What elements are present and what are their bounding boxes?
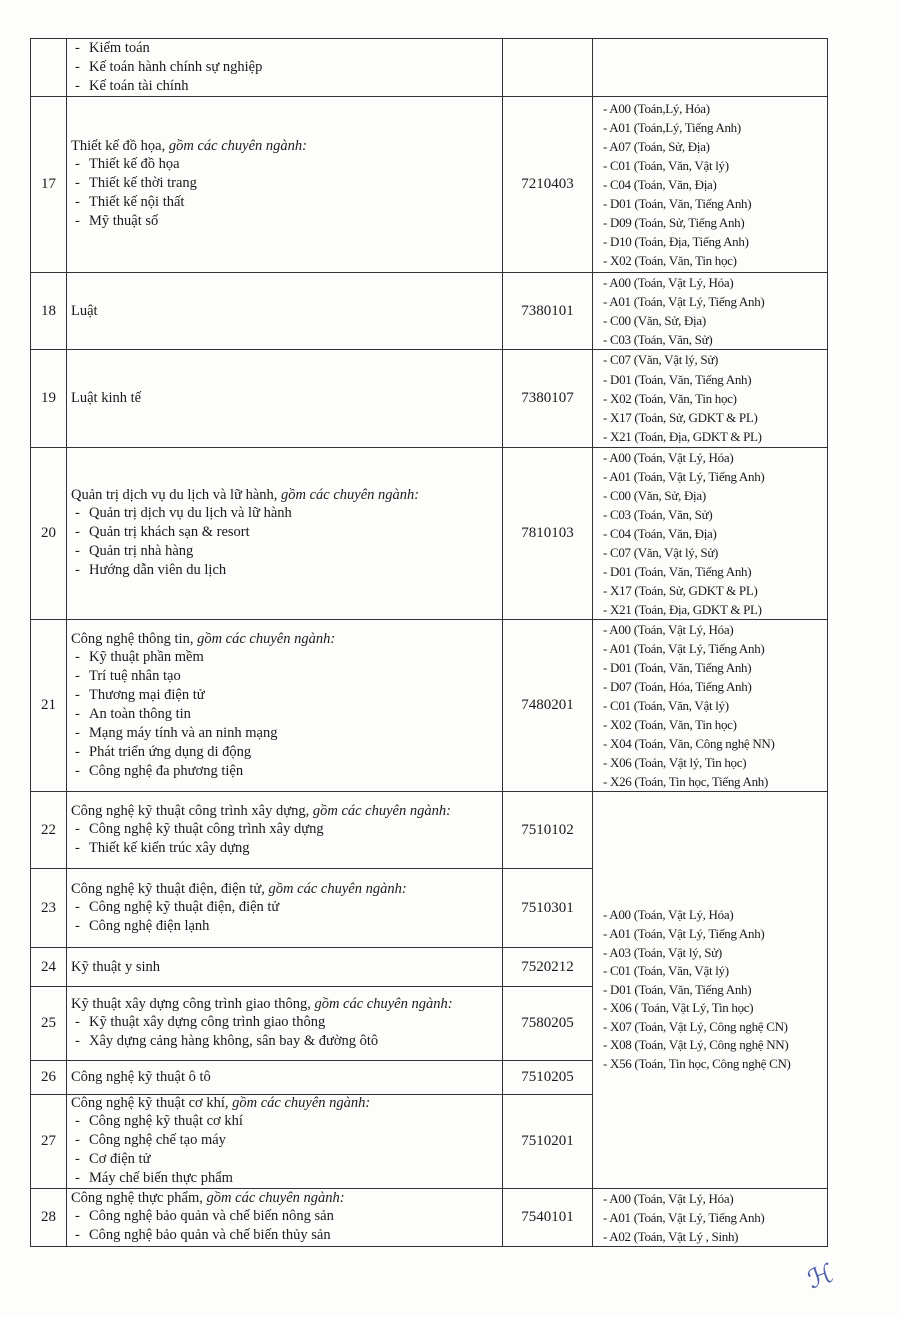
- subject-combination: - C00 (Văn, Sử, Địa): [603, 488, 706, 503]
- subject-combination: - X07 (Toán, Vật Lý, Công nghệ CN): [603, 1018, 788, 1034]
- specialization-item: - Cơ điện tử: [71, 1150, 498, 1169]
- subject-combination-list: [597, 350, 823, 446]
- specialization-item: - Kế toán hành chính sự nghiệp: [71, 58, 498, 77]
- subject-combination: - A00 (Toán, Vật Lý, Hóa): [603, 450, 734, 465]
- major-code: 7510102: [503, 792, 593, 869]
- specialization-item: - Công nghệ chế tạo máy: [71, 1131, 498, 1150]
- subject-combination: - A00 (Toán, Vật Lý, Hóa): [603, 275, 734, 290]
- subject-combination-list: [597, 906, 823, 1073]
- table-row: [31, 620, 828, 792]
- row-number: 22: [31, 792, 67, 869]
- subject-combination: - C07 (Văn, Vật lý, Sử): [603, 545, 719, 560]
- specialization-list: [71, 39, 498, 96]
- major-name-cell: [67, 350, 503, 448]
- major-title: [71, 390, 498, 407]
- major-name-cell: [67, 987, 503, 1061]
- table-row: [31, 1189, 828, 1247]
- subject-combination: - A01 (Toán, Vật Lý, Tiếng Anh): [603, 925, 765, 941]
- major-code: 7480201: [503, 620, 593, 792]
- subject-combination: - A01 (Toán, Vật Lý, Tiếng Anh): [603, 294, 765, 309]
- subject-combination: - A00 (Toán, Vật Lý, Hóa): [603, 907, 734, 923]
- specialization-item: - Máy chế biến thực phẩm: [71, 1169, 498, 1188]
- specialization-item: - Công nghệ kỹ thuật cơ khí: [71, 1112, 498, 1131]
- row-number: 19: [31, 350, 67, 448]
- row-number: 21: [31, 620, 67, 792]
- specialization-item: - Công nghệ bảo quản và chế biến thủy sản: [71, 1226, 498, 1245]
- subject-combination: - A03 (Toán, Vật lý, Sử): [603, 944, 722, 960]
- specialization-item: - Công nghệ đa phương tiện: [71, 762, 498, 781]
- subject-combination: - D01 (Toán, Văn, Tiếng Anh): [603, 981, 752, 997]
- specialization-item: - Quản trị khách sạn & resort: [71, 523, 498, 542]
- subject-combination: - X21 (Toán, Địa, GDKT & PL): [603, 429, 762, 445]
- subject-combination: - A07 (Toán, Sử, Địa): [603, 139, 710, 154]
- specialization-item: - Công nghệ kỹ thuật điện, điện tử: [71, 898, 498, 917]
- major-title-text: Công nghệ thực phẩm,: [71, 1190, 207, 1206]
- major-title: [71, 1190, 498, 1207]
- subject-combination: - A00 (Toán, Vật Lý, Hóa): [603, 1191, 734, 1206]
- subject-combination: - X02 (Toán, Văn, Tin học): [603, 253, 737, 268]
- subject-combination: - C00 (Văn, Sử, Địa): [603, 313, 706, 328]
- subject-combination: - D10 (Toán, Địa, Tiếng Anh): [603, 234, 749, 249]
- subject-combination: - D07 (Toán, Hóa, Tiếng Anh): [603, 679, 752, 694]
- subject-combination: - D01 (Toán, Văn, Tiếng Anh): [603, 371, 752, 387]
- major-code: [503, 39, 593, 97]
- major-name-cell: [67, 1189, 503, 1247]
- subject-combination: - A02 (Toán, Vật Lý , Sinh): [603, 1229, 739, 1244]
- specialization-item: - Thiết kế kiến trúc xây dựng: [71, 839, 498, 858]
- subject-combination: - C01 (Toán, Văn, Vật lý): [603, 158, 729, 173]
- major-title-suffix: gồm các chuyên ngành:: [312, 802, 451, 819]
- subject-combinations-cell: [593, 39, 828, 97]
- major-title-suffix: gồm các chuyên ngành:: [197, 630, 336, 647]
- row-number: [31, 39, 67, 97]
- subject-combinations-cell: [593, 1189, 828, 1247]
- major-title-suffix: gồm các chuyên ngành:: [281, 487, 420, 503]
- subject-combination: - C01 (Toán, Văn, Vật lý): [603, 698, 729, 713]
- specialization-item: - Phát triển ứng dụng di động: [71, 743, 498, 762]
- major-name-cell: [67, 869, 503, 948]
- subject-combination: - X26 (Toán, Tin học, Tiếng Anh): [603, 774, 769, 789]
- admission-table: [30, 38, 828, 1247]
- specialization-item: - Thiết kế nội thất: [71, 193, 498, 212]
- major-title-text: Kỹ thuật y sinh: [71, 958, 161, 975]
- specialization-item: - Công nghệ kỹ thuật công trình xây dựng: [71, 820, 498, 839]
- subject-combination: - C03 (Toán, Văn, Sử): [603, 332, 713, 347]
- subject-combination: - C04 (Toán, Văn, Địa): [603, 177, 717, 192]
- row-number: 24: [31, 948, 67, 987]
- subject-combination: - A01 (Toán, Vật Lý, Tiếng Anh): [603, 1210, 765, 1225]
- major-title: [71, 487, 498, 504]
- subject-combination: - D01 (Toán, Văn, Tiếng Anh): [603, 660, 752, 675]
- subject-combination-list: [597, 99, 823, 270]
- major-title: [71, 996, 498, 1013]
- subject-combination: - D09 (Toán, Sử, Tiếng Anh): [603, 215, 745, 230]
- major-title: [71, 1069, 498, 1086]
- major-title-text: Quản trị dịch vụ du lịch và lữ hành,: [71, 487, 282, 503]
- major-code: 7210403: [503, 97, 593, 273]
- major-code: 7540101: [503, 1189, 593, 1247]
- row-number: 17: [31, 97, 67, 273]
- major-name-cell: [67, 39, 503, 97]
- specialization-item: - Hướng dẫn viên du lịch: [71, 561, 498, 580]
- subject-combination: - X56 (Toán, Tin học, Công nghệ CN): [603, 1056, 791, 1072]
- major-code: 7520212: [503, 948, 593, 987]
- subject-combination: - C01 (Toán, Văn, Vật lý): [603, 963, 729, 979]
- row-number: 23: [31, 869, 67, 948]
- specialization-item: - Xây dựng cảng hàng không, sân bay & đường ôtô: [71, 1032, 498, 1051]
- table-row: [31, 792, 828, 869]
- major-title-text: Kỹ thuật xây dựng công trình giao thông,: [71, 996, 315, 1012]
- subject-combination: - X21 (Toán, Địa, GDKT & PL): [603, 602, 762, 617]
- specialization-list: [71, 504, 498, 580]
- subject-combination: - X06 (Toán, Vật lý, Tin học): [603, 755, 747, 770]
- subject-combination: - X17 (Toán, Sử, GDKT & PL): [603, 583, 758, 598]
- major-title: [71, 1095, 498, 1112]
- table-row: [31, 97, 828, 273]
- specialization-item: - Kế toán tài chính: [71, 77, 498, 96]
- major-title-text: Thiết kế đồ họa,: [71, 138, 169, 154]
- specialization-list: [71, 1112, 498, 1188]
- subject-combination: - D01 (Toán, Văn, Tiếng Anh): [603, 564, 752, 579]
- major-title: [71, 631, 498, 648]
- table-row: [31, 350, 828, 448]
- subject-combinations-cell: [593, 350, 828, 448]
- handwritten-initial-mark: ℋ: [803, 1258, 839, 1296]
- subject-combination: - X17 (Toán, Sử, GDKT & PL): [603, 410, 758, 426]
- specialization-item: - Công nghệ bảo quản và chế biến nông sản: [71, 1207, 498, 1226]
- subject-combination: - A01 (Toán,Lý, Tiếng Anh): [603, 120, 741, 135]
- major-title-suffix: gồm các chuyên ngành:: [268, 880, 407, 897]
- major-title-text: Luật kinh tế: [71, 390, 142, 406]
- subject-combination-list: [597, 1189, 823, 1246]
- specialization-list: [71, 648, 498, 781]
- row-number: 28: [31, 1189, 67, 1247]
- subject-combination: - X06 ( Toán, Vật Lý, Tin học): [603, 1000, 754, 1016]
- major-code: 7510205: [503, 1061, 593, 1095]
- subject-combination: - A01 (Toán, Vật Lý, Tiếng Anh): [603, 469, 765, 484]
- major-code: 7580205: [503, 987, 593, 1061]
- subject-combination: - X04 (Toán, Văn, Công nghệ NN): [603, 736, 775, 751]
- subject-combinations-cell: [593, 97, 828, 273]
- major-name-cell: [67, 792, 503, 869]
- major-title-text: Luật: [71, 302, 98, 319]
- specialization-list: [71, 1013, 498, 1051]
- subject-combination-list: [597, 620, 823, 791]
- shared-subject-combinations-cell: [593, 792, 828, 1189]
- specialization-item: - Thiết kế đồ họa: [71, 155, 498, 174]
- major-title-suffix: gồm các chuyên ngành:: [232, 1095, 371, 1111]
- subject-combination: - C03 (Toán, Văn, Sử): [603, 507, 713, 522]
- subject-combination-list: [597, 273, 823, 349]
- specialization-item: - An toàn thông tin: [71, 705, 498, 724]
- major-title: [71, 881, 498, 898]
- specialization-item: - Mỹ thuật số: [71, 212, 498, 231]
- specialization-item: - Công nghệ điện lạnh: [71, 917, 498, 936]
- subject-combination: - X02 (Toán, Văn, Tin học): [603, 717, 737, 732]
- subject-combination: - C04 (Toán, Văn, Địa): [603, 526, 717, 541]
- major-title: [71, 138, 498, 155]
- specialization-item: - Kiểm toán: [71, 39, 498, 58]
- major-name-cell: [67, 97, 503, 273]
- major-title: [71, 303, 498, 320]
- specialization-item: - Mạng máy tính và an ninh mạng: [71, 724, 498, 743]
- specialization-item: - Thương mại điện tử: [71, 686, 498, 705]
- major-name-cell: [67, 1061, 503, 1095]
- subject-combination: - A00 (Toán, Vật Lý, Hóa): [603, 622, 734, 637]
- specialization-list: [71, 820, 498, 858]
- major-code: 7810103: [503, 448, 593, 620]
- major-name-cell: [67, 948, 503, 987]
- major-title-suffix: gồm các chuyên ngành:: [314, 996, 453, 1012]
- subject-combination: - D01 (Toán, Văn, Tiếng Anh): [603, 196, 752, 211]
- subject-combinations-cell: [593, 448, 828, 620]
- specialization-item: - Thiết kế thời trang: [71, 174, 498, 193]
- major-code: 7380101: [503, 273, 593, 350]
- subject-combination: - X02 (Toán, Văn, Tin học): [603, 390, 737, 406]
- major-title-text: Công nghệ kỹ thuật cơ khí,: [71, 1095, 233, 1111]
- row-number: 25: [31, 987, 67, 1061]
- subject-combination: - A00 (Toán,Lý, Hóa): [603, 101, 710, 116]
- specialization-item: - Kỹ thuật xây dựng công trình giao thông: [71, 1013, 498, 1032]
- major-code: 7510301: [503, 869, 593, 948]
- major-code: 7380107: [503, 350, 593, 448]
- subject-combination-list: [597, 448, 823, 619]
- row-number: 18: [31, 273, 67, 350]
- major-name-cell: [67, 1095, 503, 1189]
- major-title: [71, 959, 498, 976]
- major-code: 7510201: [503, 1095, 593, 1189]
- major-title-text: Công nghệ kỹ thuật công trình xây dựng,: [71, 802, 313, 819]
- table-row: [31, 39, 828, 97]
- specialization-item: - Trí tuệ nhân tạo: [71, 667, 498, 686]
- row-number: 20: [31, 448, 67, 620]
- subject-combinations-cell: [593, 620, 828, 792]
- specialization-item: - Quản trị dịch vụ du lịch và lữ hành: [71, 504, 498, 523]
- subject-combinations-cell: [593, 273, 828, 350]
- row-number: 27: [31, 1095, 67, 1189]
- major-title-text: Công nghệ kỹ thuật điện, điện tử,: [71, 880, 269, 897]
- major-title-suffix: gồm các chuyên ngành:: [206, 1190, 345, 1206]
- major-title-suffix: gồm các chuyên ngành:: [168, 138, 307, 154]
- table-row: [31, 448, 828, 620]
- specialization-list: [71, 898, 498, 936]
- specialization-list: [71, 155, 498, 231]
- subject-combination: - X08 (Toán, Vật Lý, Công nghệ NN): [603, 1037, 789, 1053]
- row-number: 26: [31, 1061, 67, 1095]
- major-title: [71, 803, 498, 820]
- major-name-cell: [67, 448, 503, 620]
- subject-combination: - C07 (Văn, Vật lý, Sử): [603, 352, 719, 368]
- major-name-cell: [67, 620, 503, 792]
- major-title-text: Công nghệ thông tin,: [71, 630, 198, 647]
- major-title-text: Công nghệ kỹ thuật ô tô: [71, 1069, 211, 1085]
- table-row: [31, 273, 828, 350]
- subject-combination: - A01 (Toán, Vật Lý, Tiếng Anh): [603, 641, 765, 656]
- specialization-item: - Kỹ thuật phần mềm: [71, 648, 498, 667]
- specialization-list: [71, 1207, 498, 1245]
- major-name-cell: [67, 273, 503, 350]
- specialization-item: - Quản trị nhà hàng: [71, 542, 498, 561]
